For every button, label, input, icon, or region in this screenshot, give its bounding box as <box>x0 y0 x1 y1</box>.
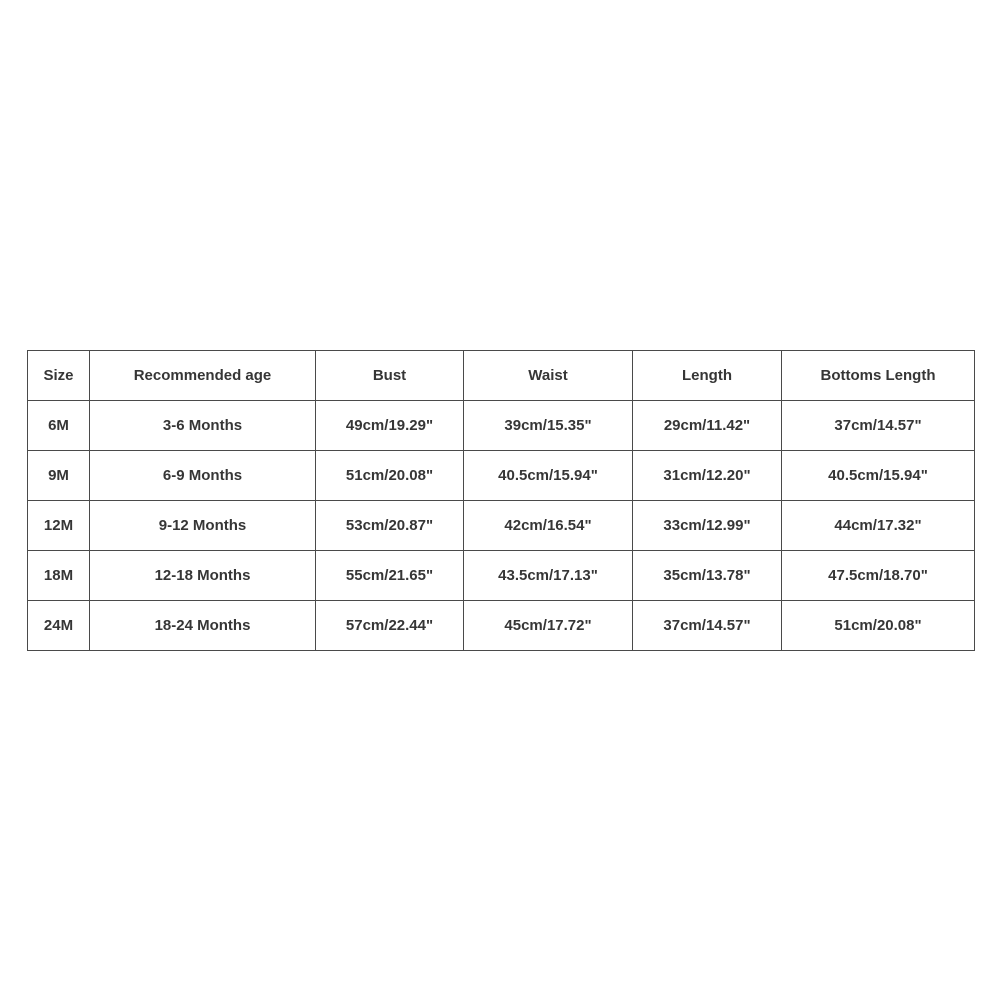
cell-size: 9M <box>28 451 90 501</box>
cell-waist: 40.5cm/15.94" <box>464 451 633 501</box>
cell-bust: 57cm/22.44" <box>316 601 464 651</box>
header-length: Length <box>633 351 782 401</box>
cell-bottoms: 47.5cm/18.70" <box>782 551 975 601</box>
cell-bottoms: 40.5cm/15.94" <box>782 451 975 501</box>
header-bottoms-length: Bottoms Length <box>782 351 975 401</box>
cell-length: 31cm/12.20" <box>633 451 782 501</box>
table-row <box>28 501 975 551</box>
cell-bust: 51cm/20.08" <box>316 451 464 501</box>
cell-waist: 42cm/16.54" <box>464 501 633 551</box>
size-chart-table <box>27 350 975 651</box>
cell-size: 18M <box>28 551 90 601</box>
cell-bust: 53cm/20.87" <box>316 501 464 551</box>
table-row <box>28 401 975 451</box>
cell-age: 3-6 Months <box>90 401 316 451</box>
header-row <box>28 351 975 401</box>
header-size: Size <box>28 351 90 401</box>
cell-bust: 55cm/21.65" <box>316 551 464 601</box>
cell-bust: 49cm/19.29" <box>316 401 464 451</box>
cell-age: 18-24 Months <box>90 601 316 651</box>
table-row <box>28 451 975 501</box>
cell-age: 9-12 Months <box>90 501 316 551</box>
cell-length: 37cm/14.57" <box>633 601 782 651</box>
cell-size: 24M <box>28 601 90 651</box>
table-row <box>28 601 975 651</box>
header-bust: Bust <box>316 351 464 401</box>
cell-size: 12M <box>28 501 90 551</box>
header-waist: Waist <box>464 351 633 401</box>
cell-waist: 43.5cm/17.13" <box>464 551 633 601</box>
cell-waist: 45cm/17.72" <box>464 601 633 651</box>
cell-bottoms: 44cm/17.32" <box>782 501 975 551</box>
table-row <box>28 551 975 601</box>
cell-bottoms: 51cm/20.08" <box>782 601 975 651</box>
cell-size: 6M <box>28 401 90 451</box>
cell-age: 6-9 Months <box>90 451 316 501</box>
header-recommended-age: Recommended age <box>90 351 316 401</box>
cell-length: 33cm/12.99" <box>633 501 782 551</box>
cell-bottoms: 37cm/14.57" <box>782 401 975 451</box>
cell-length: 29cm/11.42" <box>633 401 782 451</box>
size-chart <box>27 350 974 651</box>
cell-age: 12-18 Months <box>90 551 316 601</box>
cell-waist: 39cm/15.35" <box>464 401 633 451</box>
cell-length: 35cm/13.78" <box>633 551 782 601</box>
